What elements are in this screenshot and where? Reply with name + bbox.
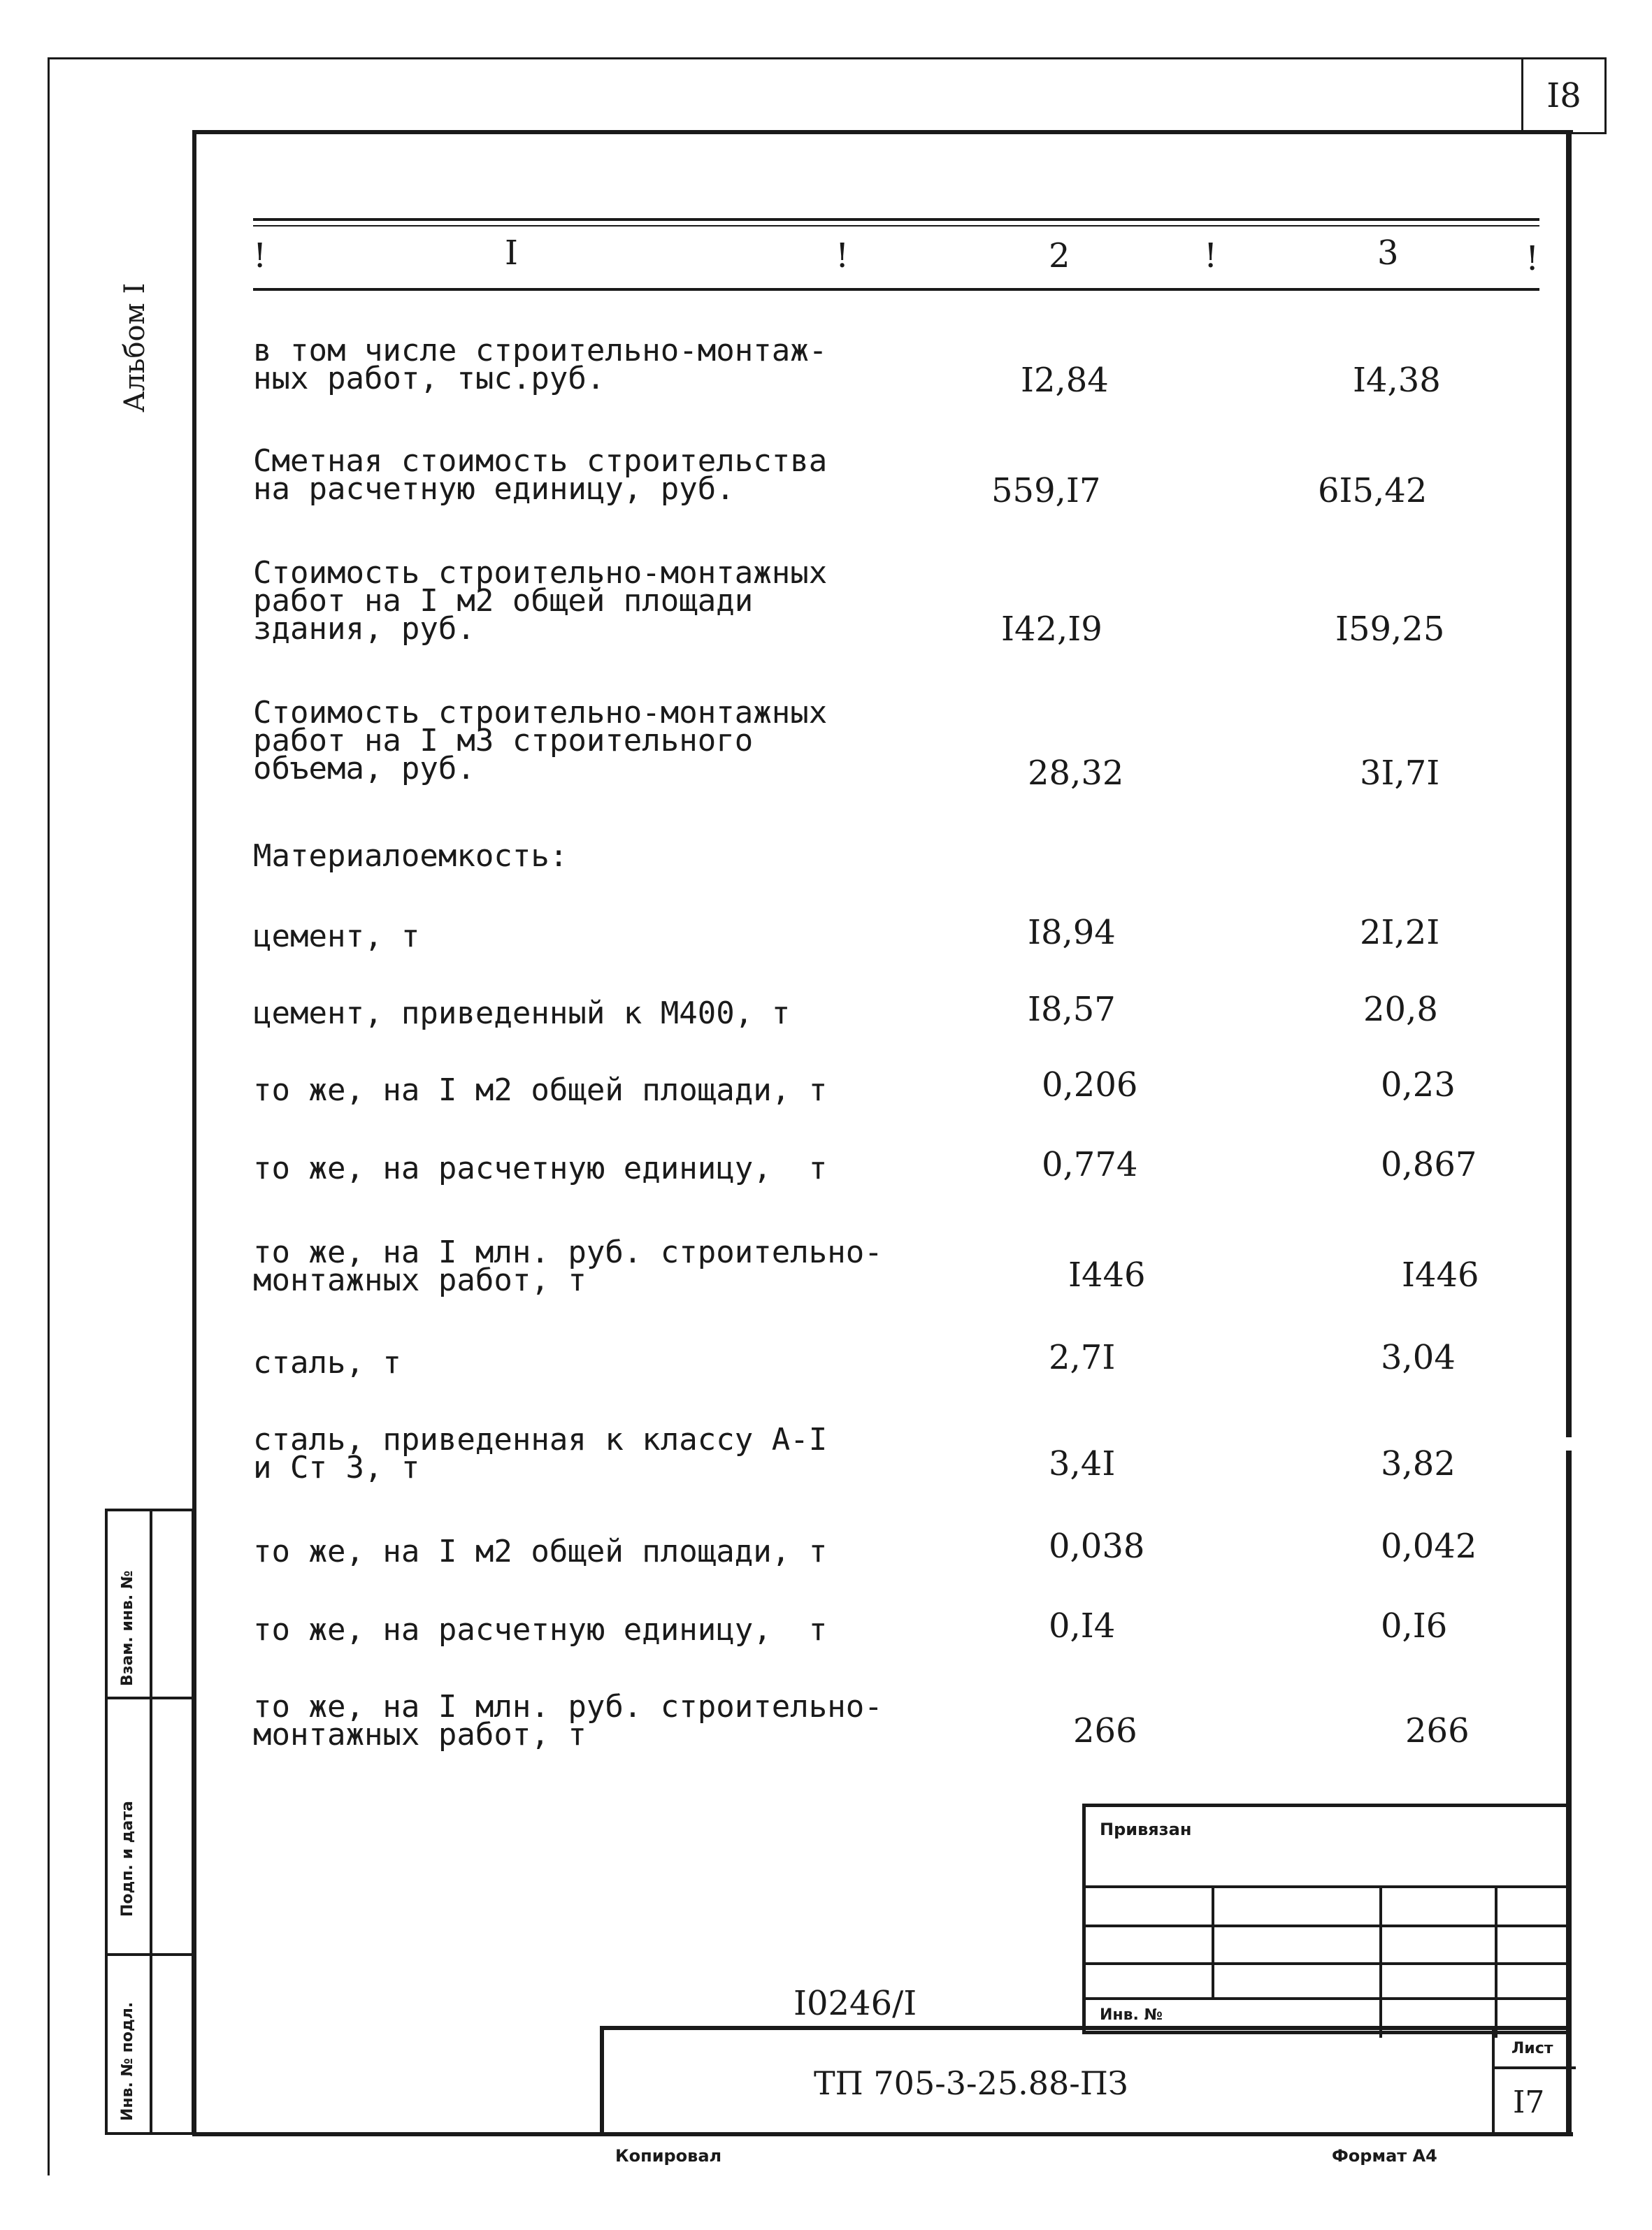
header-col-3: 3 (1377, 233, 1399, 273)
header-rule-bottom (253, 288, 1539, 291)
row-value-col2: I446 (1068, 1256, 1146, 1295)
row-value-col3: 3,82 (1381, 1444, 1456, 1483)
privyazan-block (1082, 1804, 1572, 2034)
inner-frame-right-upper (1566, 130, 1572, 1437)
podp-data-label: Подп. и дата (119, 1801, 136, 1917)
list-number: I7 (1513, 2085, 1545, 2120)
inv-no-label: Инв. № (1100, 2006, 1163, 2024)
list-rule (1492, 2066, 1576, 2069)
privyazan-col-3 (1495, 1885, 1497, 2038)
row-label: Сметная стоимость строительства на расчетную единицу, руб. (253, 443, 828, 507)
privyazan-col-2 (1379, 1885, 1382, 2038)
row-value-col2: 0,774 (1042, 1145, 1138, 1184)
row-value-col2: I8,94 (1028, 913, 1116, 952)
row-value-col2: I42,I9 (1001, 610, 1102, 649)
row-label: то же, на расчетную единицу, т (253, 1612, 828, 1648)
row-value-col3: 0,042 (1381, 1527, 1477, 1566)
row-label: Стоимость строительно-монтажных работ на I м3 строительного объема, руб. (253, 695, 828, 786)
row-value-col3: 6I5,42 (1318, 471, 1428, 510)
list-label: Лист (1511, 2040, 1553, 2057)
row-value-col3: 20,8 (1363, 990, 1438, 1029)
row-label: то же, на расчетную единицу, т (253, 1151, 828, 1186)
page-number: I8 (1546, 76, 1581, 115)
privyazan-rule-3 (1086, 1962, 1572, 1965)
row-value-col3: 2I,2I (1360, 913, 1440, 952)
row-label: цемент, приведенный к М400, т (253, 995, 791, 1031)
header-rule-top-thin (253, 225, 1539, 226)
title-block (600, 2026, 1572, 2136)
row-value-col3: 266 (1405, 1711, 1470, 1750)
row-label: в том числе строительно-монтаж- ных работ, тыс.руб. (253, 333, 828, 396)
page-number-box (1521, 57, 1607, 134)
row-value-col2: 559,I7 (991, 471, 1101, 510)
left-stamp-divider (150, 1511, 152, 2134)
privyazan-rule-2 (1086, 1925, 1572, 1927)
left-stamp-rule-1 (108, 1697, 193, 1699)
row-value-col3: 0,I6 (1381, 1606, 1448, 1646)
row-label: сталь, т (253, 1345, 401, 1381)
drawing-number: I0246/I (793, 1984, 917, 2023)
inv-podl-label: Инв. № подл. (119, 2001, 136, 2121)
row-label: Материалоемкость: (253, 838, 568, 874)
outer-frame-top (48, 57, 1607, 59)
row-label: Стоимость строительно-монтажных работ на I м2 общей площади здания, руб. (253, 555, 828, 647)
row-label: то же, на I млн. руб. строительно- монтажных работ, т (253, 1235, 883, 1298)
format-label: Формат А4 (1332, 2146, 1437, 2166)
row-value-col3: 0,867 (1381, 1145, 1477, 1184)
row-value-col2: I2,84 (1021, 361, 1109, 400)
privyazan-col-1 (1212, 1885, 1214, 1997)
privyazan-rule-4 (1086, 1997, 1572, 2000)
outer-frame-left (48, 57, 50, 2175)
privyazan-rule-1 (1086, 1885, 1572, 1888)
row-label: то же, на I м2 общей площади, т (253, 1534, 828, 1569)
header-sep-2: ! (835, 236, 849, 275)
title-block-divider (1492, 2030, 1495, 2136)
header-col-2: 2 (1049, 236, 1070, 275)
header-sep-3: ! (1204, 236, 1218, 275)
row-value-col3: I59,25 (1335, 610, 1445, 649)
row-value-col2: 28,32 (1028, 754, 1124, 793)
album-label: Альбом I (119, 282, 151, 412)
row-label: то же, на I м2 общей площади, т (253, 1072, 828, 1108)
row-value-col2: 2,7I (1049, 1338, 1116, 1377)
row-label: цемент, т (253, 919, 420, 954)
row-value-col2: 0,206 (1042, 1065, 1138, 1105)
document-code: ТП 705-3-25.88-ПЗ (814, 2064, 1128, 2102)
header-rule-top (253, 218, 1539, 221)
row-value-col2: 3,4I (1049, 1444, 1116, 1483)
row-value-col3: 0,23 (1381, 1065, 1456, 1105)
row-label: сталь, приведенная к классу А-I и Ст 3, т (253, 1422, 828, 1486)
header-sep-4: ! (1525, 239, 1539, 278)
left-stamp-rule-2 (108, 1953, 193, 1956)
header-col-1: I (505, 233, 518, 273)
row-value-col3: I446 (1402, 1256, 1479, 1295)
copied-label: Копировал (615, 2146, 722, 2166)
left-stamp-block (105, 1509, 194, 2135)
row-value-col3: I4,38 (1353, 361, 1441, 400)
row-value-col2: 0,I4 (1049, 1606, 1116, 1646)
row-value-col2: 0,038 (1049, 1527, 1145, 1566)
row-value-col2: 266 (1073, 1711, 1137, 1750)
privyazan-label: Привязан (1100, 1820, 1192, 1839)
row-label: то же, на I млн. руб. строительно- монтажных работ, т (253, 1689, 883, 1753)
inner-frame-top (192, 130, 1573, 134)
vzam-inv-label: Взам. инв. № (119, 1570, 136, 1686)
row-value-col2: I8,57 (1028, 990, 1116, 1029)
header-sep-1: ! (253, 236, 267, 275)
row-value-col3: 3I,7I (1360, 754, 1440, 793)
row-value-col3: 3,04 (1381, 1338, 1456, 1377)
